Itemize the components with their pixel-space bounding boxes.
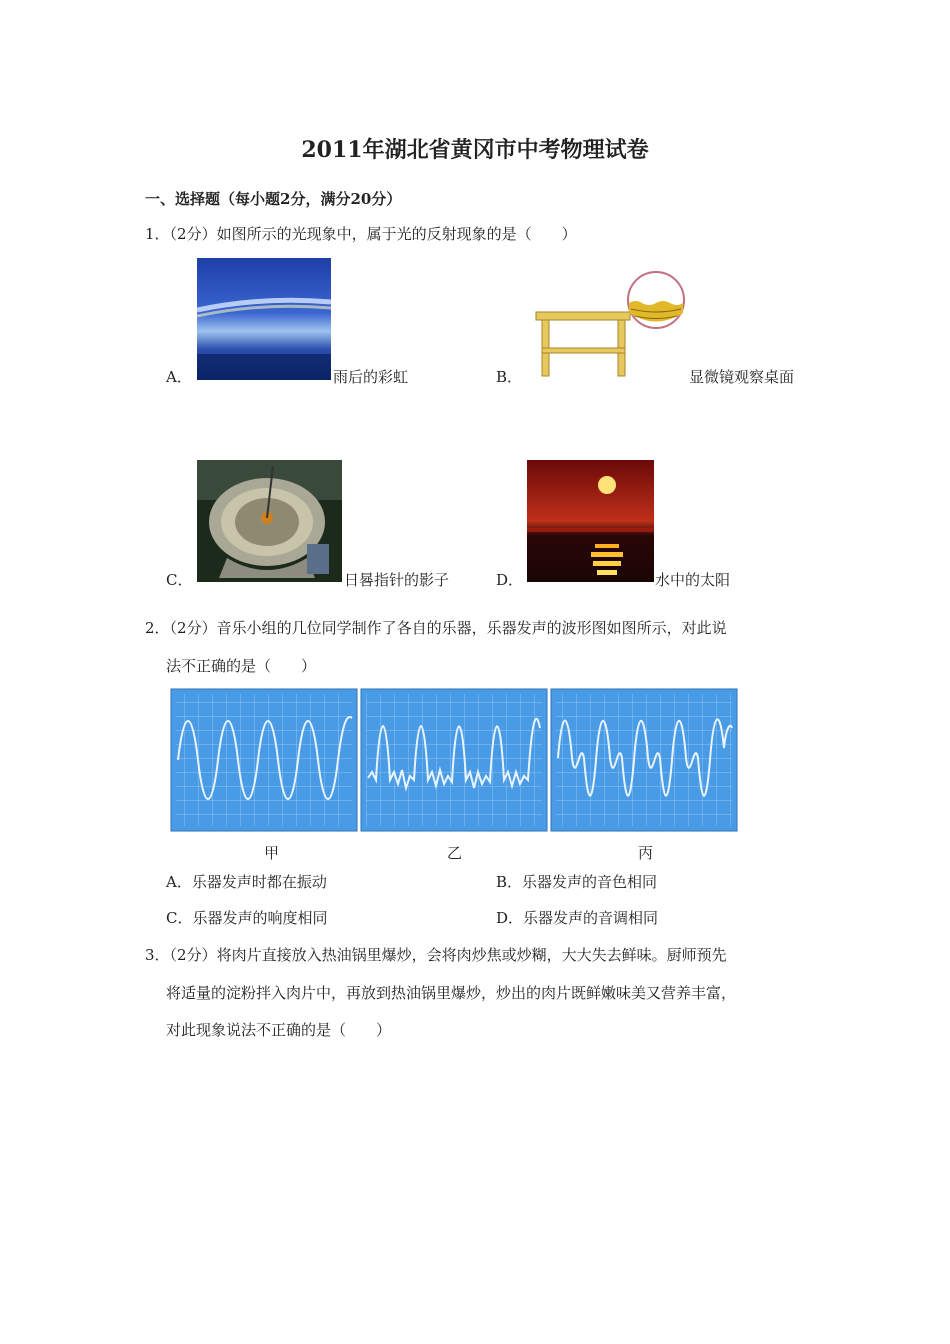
exam-title: 2011年湖北省黄冈市中考物理试卷	[301, 137, 649, 163]
wave-label-jia: 甲	[264, 844, 280, 862]
q2-stem-line1: 2．（2分）音乐小组的几位同学制作了各自的乐器，乐器发声的波形图如图所示，对此说	[145, 619, 727, 637]
q3-line3: 对此现象说法不正确的是（ ）	[166, 1021, 392, 1039]
q1-option-c-caption: 日晷指针的影子	[344, 571, 450, 589]
q1-option-b-letter: B．	[496, 368, 523, 386]
waveform-panels	[170, 688, 740, 834]
q1-option-b-caption: 显微镜观察桌面	[689, 368, 795, 386]
waveform-yi	[361, 689, 547, 831]
q2-option-b: B．乐器发声的音色相同	[496, 873, 658, 891]
q2-option-a: A．乐器发声时都在振动	[166, 873, 327, 891]
waveform-jia	[171, 689, 357, 831]
wave-label-yi: 乙	[447, 844, 463, 862]
q1-option-d-caption: 水中的太阳	[655, 571, 731, 589]
waveform-bing	[551, 689, 737, 831]
rainbow-image	[197, 258, 331, 380]
sundial-image	[197, 460, 342, 582]
q3-line1: 3．（2分）将肉片直接放入热油锅里爆炒，会将肉炒焦或炒糊，大大失去鲜味。厨师预先	[145, 946, 727, 964]
section-heading: 一、选择题（每小题2分，满分20分）	[145, 190, 402, 208]
wave-label-bing: 丙	[638, 844, 654, 862]
q2-option-c: C．乐器发声的响度相同	[166, 909, 328, 927]
sun-on-water-image	[527, 460, 654, 582]
q1-option-a-caption: 雨后的彩虹	[333, 368, 409, 386]
q1-option-c-letter: C．	[166, 571, 193, 589]
q1-stem: 1．（2分）如图所示的光现象中，属于光的反射现象的是（ ）	[145, 225, 577, 243]
q1-option-d-letter: D．	[496, 571, 524, 589]
q2-stem-line2: 法不正确的是（ ）	[166, 657, 317, 675]
q2-option-d: D．乐器发声的音调相同	[496, 909, 659, 927]
q3-line2: 将适量的淀粉拌入肉片中，再放到热油锅里爆炒，炒出的肉片既鲜嫩味美又营养丰富，	[166, 984, 737, 1002]
table-microscope-image	[532, 268, 688, 380]
q1-option-a-letter: A．	[166, 368, 192, 386]
